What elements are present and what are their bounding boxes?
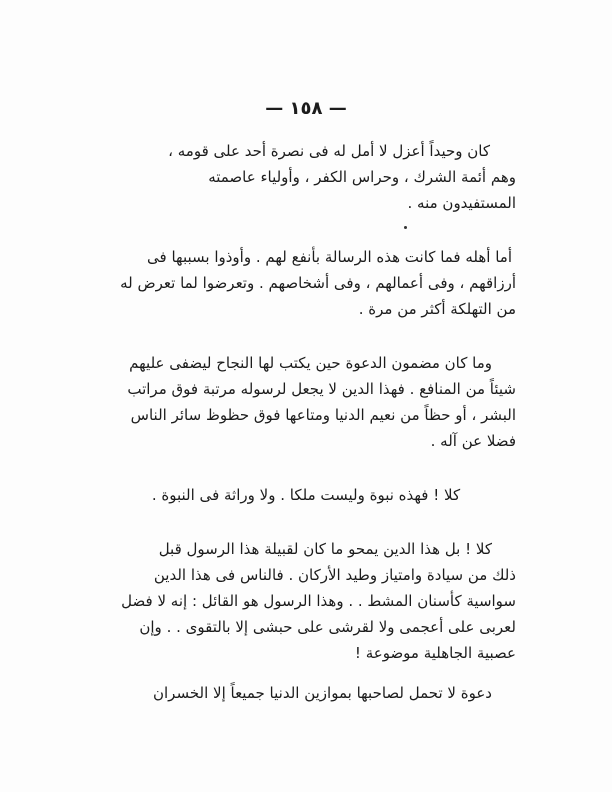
paragraph-line: من التهلكة أكثر من مرة . <box>358 300 516 318</box>
paragraph-line: أرزاقهم ، وفى أعمالهم ، وفى أشخاصهم . وتعرضوا لما تعرض له <box>120 274 516 292</box>
paragraph: كلا ! فهذه نبوة وليست ملكا . ولا وراثة فى النبوة . <box>151 486 461 504</box>
paragraph-line: وهم أئمة الشرك ، وحراس الكفر ، وأولياء عاصمته <box>208 168 516 186</box>
paragraph-line: عصبية الجاهلية موضوعة ! <box>354 644 516 662</box>
paragraph-line: البشر ، أو حظاً من نعيم الدنيا ومتاعها فوق حظوظ سائر الناس <box>130 406 516 424</box>
paragraph-line: سواسية كأسنان المشط . . وهذا الرسول هو القائل : إنه لا فضل <box>121 592 516 610</box>
body-text <box>96 138 516 706</box>
paragraph: أما أهله فما كانت هذه الرسالة بأنفع لهم . وأوذوا بسببها فى <box>147 248 512 266</box>
paragraph: كلا ! بل هذا الدين يمحو ما كان لقبيلة هذا الرسول قبل <box>158 540 492 558</box>
paragraph: وما كان مضمون الدعوة حين يكتب لها النجاح ليضفى عليهم <box>129 354 492 372</box>
paragraph-line: ذلك من سيادة وامتياز وطيد الأركان . فالناس فى هذا الدين <box>153 566 516 584</box>
paragraph-line: شيئاً من المنافع . فهذا الدين لا يجعل لرسوله مرتبة فوق مراتب <box>127 380 516 398</box>
paragraph-line: فضلا عن آله . <box>430 432 516 450</box>
paragraph-line: لعربى على أعجمى ولا لقرشى على حبشى إلا بالتقوى . . وإن <box>139 618 516 636</box>
page-number: — ١٥٨ — <box>265 98 347 119</box>
paragraph-line: المستفيدون منه . <box>407 194 516 212</box>
paragraph: كان وحيداً أعزل لا أمل له فى نصرة أحد على قومه ، <box>168 142 490 160</box>
paragraph: دعوة لا تحمل لصاحبها بموازين الدنيا جميعاً إلا الخسران <box>152 684 492 702</box>
